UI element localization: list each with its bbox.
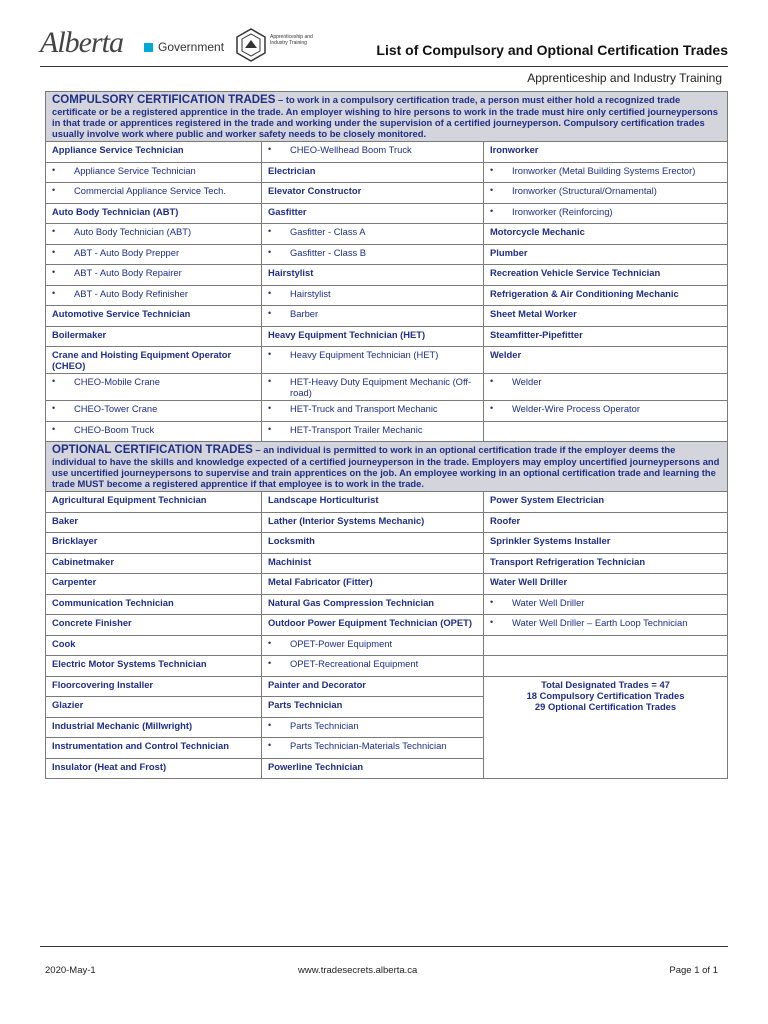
summary-optional-count: 29 Optional Certification Trades	[534, 700, 677, 712]
table-row	[46, 244, 728, 265]
trade-subcategory: • Appliance Service Technician	[52, 165, 255, 176]
trade-name: Cook	[46, 635, 262, 656]
trade-subcategory-cell	[262, 401, 484, 422]
trade-subcategory: • Gasfitter - Class A	[268, 226, 477, 237]
trade-subcategory: • CHEO-Wellhead Boom Truck	[268, 144, 477, 155]
trade-name: Electric Motor Systems Technician	[46, 656, 262, 677]
table-row	[46, 162, 728, 183]
trade-subcategory-cell	[262, 374, 484, 401]
trade-subcategory-cell	[262, 142, 484, 163]
trade-subcategory-cell	[262, 738, 484, 759]
trade-name: Refrigeration & Air Conditioning Mechanic	[484, 285, 728, 306]
trade-name: Transport Refrigeration Technician	[484, 553, 728, 574]
trade-name: Motorcycle Mechanic	[484, 224, 728, 245]
compulsory-band-row	[46, 92, 728, 142]
footer-page-number: Page 1 of 1	[669, 965, 718, 976]
table-row	[46, 285, 728, 306]
trade-subcategory-cell	[46, 244, 262, 265]
table-row	[46, 676, 728, 697]
government-label: Government	[158, 40, 225, 54]
trade-subcategory: • CHEO-Mobile Crane	[52, 376, 255, 387]
trade-subcategory-cell	[262, 285, 484, 306]
compulsory-description: – to work in a compulsory certification trade, a person must either hold a recognized trade certificate or be a registered apprentice in the trade. An employer wishing to hire persons to work in the trade must hire only certified journeypersons in that trade or apprentices registered in the trade and working under the supervision of a certified journeyperson. Compulsory certification trades usually involve work where public and worker safety needs to be closely monitored.	[52, 94, 718, 139]
trade-name: Steamfitter-Pipefitter	[484, 326, 728, 347]
trade-subcategory: • Water Well Driller	[490, 597, 721, 608]
table-row	[46, 265, 728, 286]
trade-name: Natural Gas Compression Technician	[262, 594, 484, 615]
table-row	[46, 656, 728, 677]
trade-subcategory: • CHEO-Boom Truck	[52, 424, 255, 435]
trade-name: Ironworker	[484, 142, 728, 163]
trade-subcategory-cell	[46, 285, 262, 306]
trade-subcategory: • Hairstylist	[268, 288, 477, 299]
trade-subcategory: • OPET-Power Equipment	[268, 638, 477, 649]
header-rule	[40, 66, 728, 67]
trade-subcategory-cell	[484, 401, 728, 422]
trade-totals-summary	[484, 676, 728, 779]
trade-name: Parts Technician	[262, 697, 484, 718]
trade-subcategory: • Auto Body Technician (ABT)	[52, 226, 255, 237]
trade-subcategory-cell	[484, 162, 728, 183]
table-row	[46, 635, 728, 656]
trade-subcategory: • Ironworker (Reinforcing)	[490, 206, 721, 217]
table-row	[46, 401, 728, 422]
trade-subcategory-cell	[484, 374, 728, 401]
optional-description: – an individual is permitted to work in an optional certification trade if the employer deems the individual to have the skills and knowledge expected of a certified journeyperson in the trade. Employers may employ uncertified journeypersons and use uncertified journeypersons to supervise and train apprentices on the job. An employee working in an optional certification trade and learning the trade MUST become a registered apprentice if that employee is to work in the trade.	[52, 444, 720, 489]
trade-name: Sheet Metal Worker	[484, 306, 728, 327]
trade-subcategory: • Gasfitter - Class B	[268, 247, 477, 258]
trade-name: Machinist	[262, 553, 484, 574]
compulsory-title: COMPULSORY CERTIFICATION TRADES	[52, 94, 276, 106]
trade-name: Glazier	[46, 697, 262, 718]
compulsory-band	[46, 92, 728, 142]
table-row	[46, 326, 728, 347]
trade-name: Roofer	[484, 512, 728, 533]
trade-name: Communication Technician	[46, 594, 262, 615]
optional-band-row	[46, 442, 728, 492]
trade-subcategory-cell	[262, 656, 484, 677]
table-row	[46, 615, 728, 636]
trade-subcategory-cell	[262, 244, 484, 265]
table-row	[46, 421, 728, 442]
trade-name: Boilermaker	[46, 326, 262, 347]
trade-name: Welder	[484, 347, 728, 374]
trade-subcategory: • Parts Technician	[268, 720, 477, 731]
trade-name: Automotive Service Technician	[46, 306, 262, 327]
trade-name: Baker	[46, 512, 262, 533]
alberta-logo-square	[144, 43, 153, 52]
empty-cell	[484, 656, 728, 677]
trade-subcategory-cell	[46, 401, 262, 422]
table-row	[46, 374, 728, 401]
trade-subcategory-cell	[484, 183, 728, 204]
trade-name: Painter and Decorator	[262, 676, 484, 697]
table-row	[46, 512, 728, 533]
page-header	[40, 26, 728, 66]
trade-name: Agricultural Equipment Technician	[46, 492, 262, 513]
trade-subcategory-cell	[484, 615, 728, 636]
trade-subcategory-cell	[484, 594, 728, 615]
trade-name: Bricklayer	[46, 533, 262, 554]
trade-subcategory-cell	[46, 421, 262, 442]
ait-logo-icon	[236, 28, 266, 62]
trade-name: Elevator Constructor	[262, 183, 484, 204]
trade-name: Metal Fabricator (Fitter)	[262, 574, 484, 595]
trade-name: Lather (Interior Systems Mechanic)	[262, 512, 484, 533]
trade-name: Crane and Hoisting Equipment Operator (CHEO)	[46, 347, 262, 374]
document-subtitle: Apprenticeship and Industry Training	[527, 71, 722, 85]
trade-subcategory-cell	[484, 203, 728, 224]
trade-subcategory-cell	[262, 717, 484, 738]
table-row	[46, 553, 728, 574]
trade-name: Landscape Horticulturist	[262, 492, 484, 513]
trade-subcategory-cell	[262, 347, 484, 374]
empty-cell	[484, 421, 728, 442]
trade-name: Power System Electrician	[484, 492, 728, 513]
table-row	[46, 306, 728, 327]
trade-subcategory: • Water Well Driller – Earth Loop Technician	[490, 617, 721, 628]
trade-subcategory-cell	[46, 265, 262, 286]
trade-subcategory: • Ironworker (Metal Building Systems Erector)	[490, 165, 721, 176]
table-row	[46, 224, 728, 245]
trade-subcategory: • Ironworker (Structural/Ornamental)	[490, 185, 721, 196]
optional-title: OPTIONAL CERTIFICATION TRADES	[52, 444, 253, 456]
trade-subcategory-cell	[46, 183, 262, 204]
trade-subcategory: • HET-Heavy Duty Equipment Mechanic (Off-road)	[268, 376, 477, 398]
trade-subcategory-cell	[262, 635, 484, 656]
trade-name: Locksmith	[262, 533, 484, 554]
trade-subcategory: • Welder	[490, 376, 721, 387]
trade-subcategory: • ABT - Auto Body Repairer	[52, 267, 255, 278]
trade-subcategory: • HET-Truck and Transport Mechanic	[268, 403, 477, 414]
summary-total-count: Total Designated Trades = 47	[541, 678, 670, 690]
trade-name: Sprinkler Systems Installer	[484, 533, 728, 554]
summary-compulsory-count: 18 Compulsory Certification Trades	[526, 689, 685, 701]
trade-subcategory: • Commercial Appliance Service Tech.	[52, 185, 255, 196]
footer-url: www.tradesecrets.alberta.ca	[298, 965, 418, 976]
trade-subcategory: • Parts Technician-Materials Technician	[268, 740, 477, 751]
trade-name: Gasfitter	[262, 203, 484, 224]
trade-name: Floorcovering Installer	[46, 676, 262, 697]
trade-name: Recreation Vehicle Service Technician	[484, 265, 728, 286]
trade-subcategory-cell	[262, 306, 484, 327]
trade-subcategory: • ABT - Auto Body Prepper	[52, 247, 255, 258]
trade-name: Outdoor Power Equipment Technician (OPET)	[262, 615, 484, 636]
table-row	[46, 533, 728, 554]
trade-subcategory-cell	[262, 421, 484, 442]
trade-name: Cabinetmaker	[46, 553, 262, 574]
trade-subcategory-cell	[46, 374, 262, 401]
trade-name: Electrician	[262, 162, 484, 183]
table-row	[46, 574, 728, 595]
trade-subcategory: • Welder-Wire Process Operator	[490, 403, 721, 414]
trade-name: Hairstylist	[262, 265, 484, 286]
trade-name: Plumber	[484, 244, 728, 265]
table-row	[46, 183, 728, 204]
trade-name: Concrete Finisher	[46, 615, 262, 636]
trade-name: Auto Body Technician (ABT)	[46, 203, 262, 224]
trade-subcategory: • ABT - Auto Body Refinisher	[52, 288, 255, 299]
table-row	[46, 594, 728, 615]
empty-cell	[484, 635, 728, 656]
table-row	[46, 347, 728, 374]
trade-subcategory: • CHEO-Tower Crane	[52, 403, 255, 414]
alberta-logo: Alberta	[40, 26, 123, 59]
trade-name: Appliance Service Technician	[46, 142, 262, 163]
optional-band	[46, 442, 728, 492]
footer-rule	[40, 946, 728, 947]
trades-table	[45, 91, 728, 779]
trade-subcategory: • Barber	[268, 308, 477, 319]
trade-subcategory-cell	[262, 224, 484, 245]
trade-name: Powerline Technician	[262, 758, 484, 779]
table-row	[46, 492, 728, 513]
trade-subcategory: • OPET-Recreational Equipment	[268, 658, 477, 669]
footer-date: 2020-May-1	[45, 965, 96, 976]
trade-name: Heavy Equipment Technician (HET)	[262, 326, 484, 347]
document-title: List of Compulsory and Optional Certification Trades	[376, 42, 728, 58]
ait-logo-text: Apprenticeship and Industry Training	[270, 34, 313, 46]
trade-name: Instrumentation and Control Technician	[46, 738, 262, 759]
trade-name: Carpenter	[46, 574, 262, 595]
trade-subcategory-cell	[46, 162, 262, 183]
trade-name: Insulator (Heat and Frost)	[46, 758, 262, 779]
trade-name: Industrial Mechanic (Millwright)	[46, 717, 262, 738]
trade-subcategory-cell	[46, 224, 262, 245]
table-row	[46, 142, 728, 163]
trade-name: Water Well Driller	[484, 574, 728, 595]
trade-subcategory: • Heavy Equipment Technician (HET)	[268, 349, 477, 360]
trade-subcategory: • HET-Transport Trailer Mechanic	[268, 424, 477, 435]
table-row	[46, 203, 728, 224]
